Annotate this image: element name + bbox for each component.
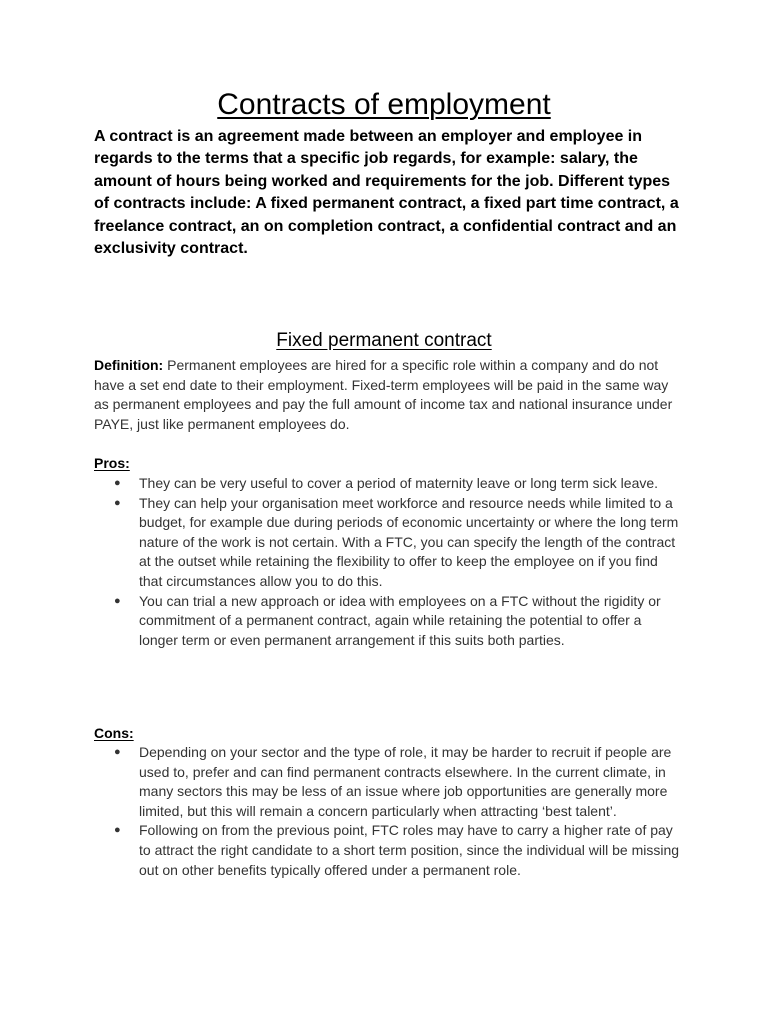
cons-label: Cons: (94, 725, 134, 741)
intro-paragraph: A contract is an agreement made between an employer and employee in regards to the terms that a specific job regards, for example: salary, the amount of hours being worked and requirements for the job. Different types of contracts include: A fixed permanent contract, a fixed part time contract, a freelance contract, an on completion contract, a confidential contract and an exclusivity contract. (94, 128, 679, 258)
list-item-text: Depending on your sector and the type of role, it may be harder to recruit if people are used to, prefer and can find permanent contracts elsewhere. In the current climate, in many sectors this may be less of an issue where job opportunities are generally more limited, but this will remain a concern particularly when attracting ‘best talent’. (139, 744, 672, 819)
list-item (94, 474, 684, 494)
list-item-text: You can trial a new approach or idea with employees on a FTC without the rigidity or commitment of a permanent contract, again while retaining the potential to offer a longer term or even permanent arrangement if this suits both parties. (139, 592, 661, 648)
bullet-icon: ● (114, 824, 121, 837)
section-heading: Fixed permanent contract (276, 330, 492, 351)
pros-list (94, 474, 684, 650)
definition-text: Permanent employees are hired for a specific role within a company and do not have a set end date to their employment. Fixed-term employees will be paid in the same way as permanent employees and pay the full amount of income tax and national insurance under PAYE, just like permanent employees do. (94, 357, 673, 432)
list-item (94, 821, 684, 880)
list-item (94, 592, 684, 651)
list-item (94, 743, 684, 821)
page-title: Contracts of employment (217, 88, 551, 121)
bullet-icon: ● (114, 746, 121, 758)
bullet-icon: ● (114, 594, 121, 607)
pros-label: Pros: (94, 455, 130, 471)
list-item-text: They can be very useful to cover a period of maternity leave or long term sick leave. (139, 475, 659, 491)
bullet-icon: ● (114, 477, 121, 489)
definition-paragraph (94, 356, 684, 434)
definition-label: Definition: (94, 357, 164, 373)
list-item-text: They can help your organisation meet workforce and resource needs while limited to a budget, for example due during periods of economic uncertainty or where the long term nature of the work is not certain. With a FTC, you can specify the length of the contract at the outset while retaining the flexibility to offer to keep the employee on if you find that circumstances allow you to do this. (139, 494, 679, 589)
list-item (94, 494, 684, 592)
list-item-text: Following on from the previous point, FTC roles may have to carry a higher rate of pay to attract the right candidate to a short term position, since the individual will be missing out on other benefits typically offered under a permanent role. (139, 822, 680, 878)
bullet-icon: ● (114, 496, 121, 509)
cons-list (94, 743, 684, 880)
